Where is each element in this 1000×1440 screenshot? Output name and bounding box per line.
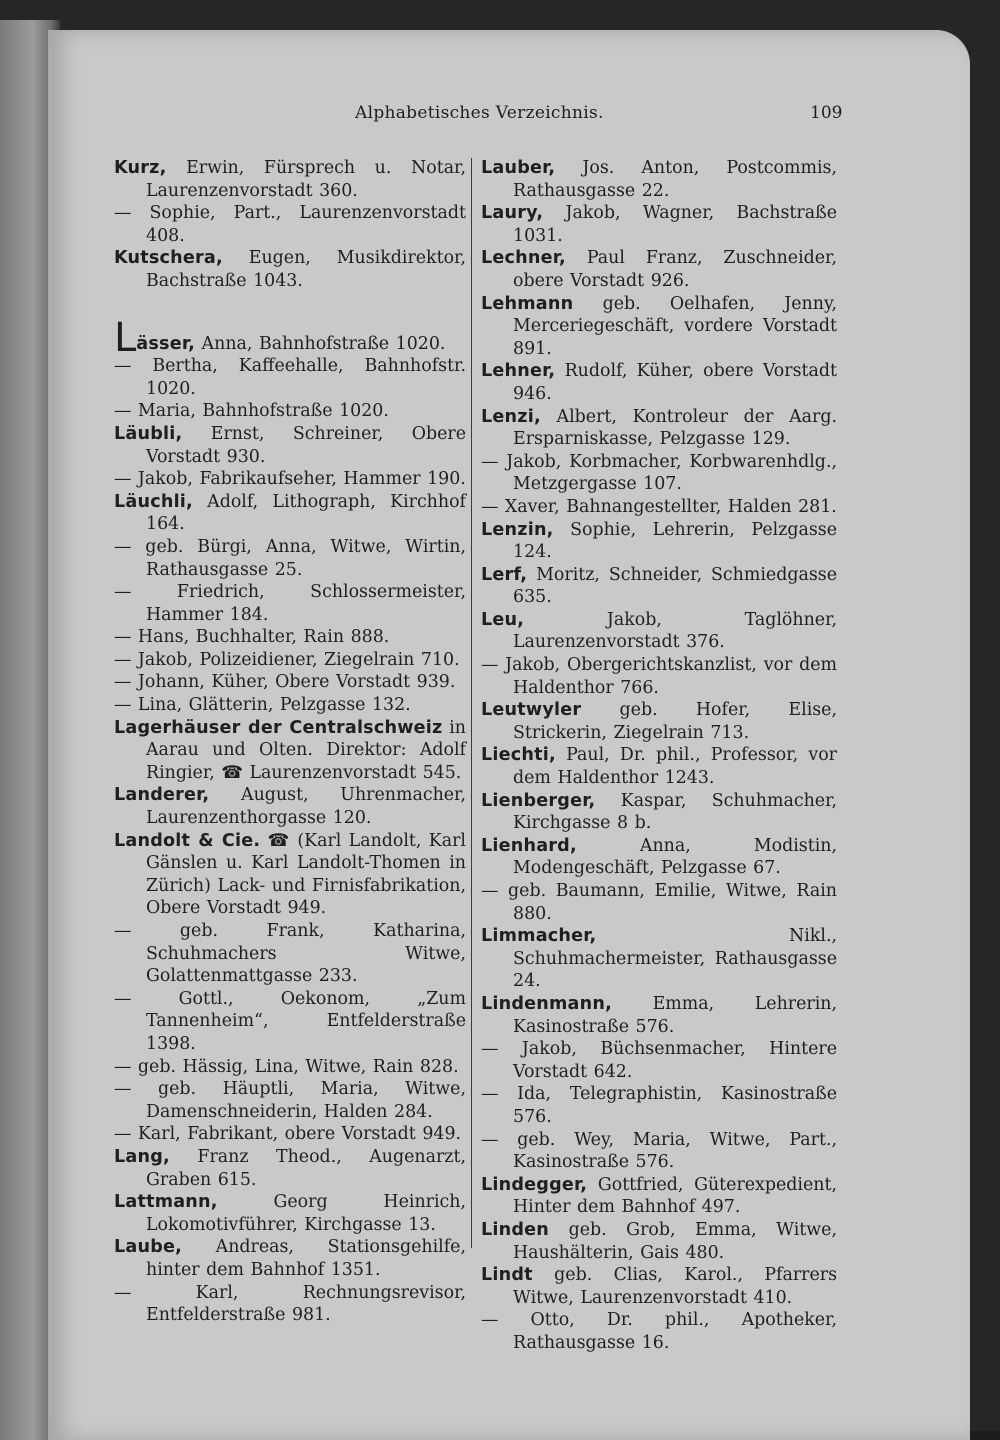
entry-surname: Lehner, (481, 361, 556, 382)
directory-entry (481, 744, 837, 789)
directory-entry (481, 1083, 837, 1128)
directory-entry (114, 717, 466, 785)
ditto-dash: — (114, 649, 132, 670)
directory-entry (114, 157, 466, 202)
directory-entry (481, 564, 837, 609)
directory-entry (114, 1056, 466, 1079)
directory-entry (114, 355, 466, 400)
entry-details: Adolf, Lithograph, Kirchhof 164. (146, 491, 466, 535)
entry-details: Anna, Bahnhofstraße 1020. (195, 333, 446, 354)
directory-entry (114, 626, 466, 649)
entry-surname: Lerf, (481, 564, 528, 585)
entry-details: geb. Häuptli, Maria, Witwe, Damenschneiderin, Halden 284. (131, 1079, 466, 1122)
directory-entry (114, 581, 466, 626)
directory-entry (481, 993, 837, 1038)
entry-details: Georg Heinrich, Lokomotivführer, Kirchgasse 13. (146, 1192, 466, 1235)
entry-details: Xaver, Bahnangestellter, Halden 281. (498, 496, 837, 517)
ditto-dash: — (114, 695, 132, 716)
right-column (481, 157, 837, 1354)
directory-entry (481, 247, 837, 292)
directory-entry (481, 1264, 837, 1309)
directory-entry (114, 649, 466, 672)
entry-details: Karl, Fabrikant, obere Vorstadt 949. (131, 1124, 462, 1145)
entry-details: Karl, Rechnungsrevisor, Entfelderstraße 981. (131, 1282, 466, 1326)
entry-surname: Lindegger, (481, 1174, 588, 1195)
ditto-dash: — (481, 881, 499, 901)
directory-entry (114, 1146, 466, 1191)
directory-entry (481, 699, 837, 744)
section-gap (114, 293, 466, 327)
entry-surname: Landolt & Cie. (114, 830, 261, 851)
entry-details: Erwin, Fürsprech u. Notar, Laurenzenvorstadt 360. (146, 158, 466, 201)
directory-entry (114, 536, 466, 581)
directory-entry (481, 1174, 837, 1219)
entry-surname: ässer, (136, 333, 196, 354)
entry-surname: Lehmann (481, 293, 574, 314)
entry-details: geb. Baumann, Emilie, Witwe, Rain 880. (498, 881, 837, 924)
entry-surname: Lienberger, (481, 790, 596, 811)
entry-details: Gottl., Oekonom, „Zum Tannenheim“, Entfelderstraße 1398. (131, 988, 466, 1054)
entry-details: Bertha, Kaffeehalle, Bahnhofstr. 1020. (131, 356, 466, 399)
directory-entry (114, 247, 466, 292)
entry-details: Gottfried, Güterexpedient, Hinter dem Bahnhof 497. (513, 1174, 837, 1218)
entry-details: August, Uhrenmacher, Laurenzenthorgasse 120. (146, 785, 466, 829)
section-initial: L (114, 314, 137, 361)
ditto-dash: — (481, 451, 499, 472)
entry-details: geb. Hässig, Lina, Witwe, Rain 828. (131, 1056, 459, 1077)
directory-entry (114, 423, 466, 468)
directory-entry (481, 1038, 837, 1083)
column-divider (471, 158, 472, 1248)
entry-details: Nikl., Schuhmachermeister, Rathausgasse 24. (513, 926, 837, 992)
entry-details: Jakob, Taglöhner, Laurenzenvorstadt 376. (513, 609, 837, 653)
entry-details: Jakob, Fabrikaufseher, Hammer 190. (131, 469, 466, 490)
entry-details: Jos. Anton, Postcommis, Rathausgasse 22. (513, 158, 837, 201)
ditto-dash: — (481, 496, 499, 517)
entry-details: Otto, Dr. phil., Apotheker, Rathausgasse 16. (498, 1310, 837, 1353)
entry-surname: Lang, (114, 1146, 170, 1167)
entry-details: Sophie, Part., Laurenzenvorstadt 408. (131, 203, 466, 246)
entry-surname: Lienhard, (481, 835, 577, 856)
entry-details: Ernst, Schreiner, Obere Vorstadt 930. (146, 423, 466, 467)
directory-entry (481, 609, 837, 654)
directory-entry (481, 1129, 837, 1174)
entry-details: Ida, Telegraphistin, Kasinostraße 576. (498, 1084, 837, 1127)
entry-details: geb. Grob, Emma, Witwe, Haushälterin, Gais 480. (513, 1219, 837, 1263)
directory-entry (114, 694, 466, 717)
entry-details: Kaspar, Schuhmacher, Kirchgasse 8 b. (513, 790, 837, 834)
entry-details: Jakob, Obergerichtskanzlist, vor dem Haldenthor 766. (498, 655, 837, 698)
ditto-dash: — (114, 921, 132, 941)
entry-surname: Linden (481, 1219, 550, 1240)
directory-entry (114, 1191, 466, 1236)
entry-details: geb. Bürgi, Anna, Witwe, Wirtin, Rathausgasse 25. (131, 536, 466, 580)
entry-surname: Lagerhäuser der Centralschweiz (114, 717, 443, 738)
directory-entry (481, 360, 837, 405)
entry-details: Hans, Buchhalter, Rain 888. (131, 627, 390, 648)
directory-entry (114, 314, 466, 361)
entry-details: Jakob, Büchsenmacher, Hintere Vorstadt 642. (498, 1039, 837, 1082)
entry-details: Friedrich, Schlossermeister, Hammer 184. (131, 582, 466, 625)
ditto-dash: — (114, 203, 132, 224)
entry-details: Johann, Küher, Obere Vorstadt 939. (131, 672, 456, 693)
ditto-dash: — (114, 672, 132, 693)
ditto-dash: — (481, 1084, 499, 1105)
entry-surname: Lindenmann, (481, 993, 612, 1014)
entry-details: geb. Frank, Katharina, Schuhmachers Witwe, Golattenmattgasse 233. (131, 921, 466, 987)
entry-surname: Laury, (481, 203, 544, 224)
entry-surname: Kutschera, (114, 248, 223, 269)
entry-details: Paul Franz, Zuschneider, obere Vorstadt 926. (513, 248, 837, 291)
page-number: 109 (810, 103, 843, 123)
directory-entry (481, 790, 837, 835)
entry-details: Andreas, Stationsgehilfe, hinter dem Bahnhof 1351. (146, 1237, 466, 1280)
entry-details: Jakob, Wagner, Bachstraße 1031. (513, 203, 837, 246)
directory-entry (114, 920, 466, 988)
directory-entry (114, 1123, 466, 1146)
ditto-dash: — (481, 1039, 499, 1060)
entry-details: Sophie, Lehrerin, Pelzgasse 124. (513, 519, 837, 563)
entry-details: Maria, Bahnhofstraße 1020. (131, 401, 389, 422)
entry-surname: Limmacher, (481, 926, 597, 947)
ditto-dash: — (481, 1310, 499, 1331)
entry-details: Lina, Glätterin, Pelzgasse 132. (131, 695, 411, 716)
entry-details: Jakob, Korbmacher, Korbwarenhdlg., Metzgergasse 107. (498, 451, 837, 495)
entry-surname: Lindt (481, 1265, 533, 1286)
ditto-dash: — (114, 988, 132, 1009)
entry-details: Franz Theod., Augenarzt, Graben 615. (146, 1146, 466, 1190)
entry-details: Eugen, Musikdirektor, Bachstraße 1043. (146, 248, 466, 291)
directory-entry (114, 784, 466, 829)
entry-surname: Läubli, (114, 423, 183, 444)
entry-details: in Aarau und Olten. Direktor: Adolf Ringier, ☎ Laurenzenvorstadt 545. (146, 717, 466, 783)
entry-surname: Liechti, (481, 745, 556, 766)
entry-surname: Laube, (114, 1237, 183, 1258)
entry-details: Albert, Kontroleur der Aarg. Ersparniskasse, Pelzgasse 129. (513, 406, 837, 450)
directory-entry (114, 1078, 466, 1123)
entry-details: Anna, Modistin, Modengeschäft, Pelzgasse 67. (513, 835, 837, 879)
directory-entry (114, 491, 466, 536)
directory-entry (481, 1219, 837, 1264)
directory-entry (481, 157, 837, 202)
entry-details: ☎ (Karl Landolt, Karl Gänslen u. Karl Landolt-Thomen in Zürich) Lack- und Firnisfabrikation, Obere Vorstadt 949. (146, 830, 466, 919)
directory-entry (481, 406, 837, 451)
directory-entry (481, 293, 837, 361)
entry-details: Jakob, Polizeidiener, Ziegelrain 710. (131, 649, 460, 670)
directory-entry (481, 451, 837, 496)
directory-entry (114, 1282, 466, 1327)
ditto-dash: — (114, 536, 132, 557)
ditto-dash: — (114, 1079, 132, 1100)
directory-entry (114, 1236, 466, 1281)
directory-entry (114, 830, 466, 920)
directory-entry (481, 519, 837, 564)
ditto-dash: — (481, 1129, 499, 1150)
entry-surname: Lattmann, (114, 1192, 218, 1213)
entry-surname: Läuchli, (114, 491, 193, 512)
ditto-dash: — (114, 356, 132, 377)
ditto-dash: — (114, 469, 132, 490)
directory-entry (481, 202, 837, 247)
entry-details: geb. Clias, Karol., Pfarrers Witwe, Laurenzenvorstadt 410. (513, 1265, 837, 1308)
entry-details: geb. Wey, Maria, Witwe, Part., Kasinostraße 576. (498, 1129, 837, 1173)
directory-entry (481, 925, 837, 993)
directory-entry (114, 671, 466, 694)
entry-details: geb. Hofer, Elise, Strickerin, Ziegelrain 713. (513, 700, 837, 743)
entry-surname: Leutwyler (481, 700, 582, 721)
entry-details: Rudolf, Küher, obere Vorstadt 946. (513, 361, 837, 404)
directory-entry (114, 468, 466, 491)
entry-surname: Landerer, (114, 785, 210, 806)
ditto-dash: — (114, 401, 132, 422)
entry-surname: Lenzi, (481, 406, 541, 427)
entry-surname: Lenzin, (481, 519, 554, 540)
directory-entry (481, 496, 837, 519)
running-head: Alphabetisches Verzeichnis. (355, 103, 604, 123)
directory-entry (114, 400, 466, 423)
ditto-dash: — (114, 1056, 132, 1077)
ditto-dash: — (114, 582, 132, 603)
directory-entry (481, 654, 837, 699)
directory-entry (481, 880, 837, 925)
directory-entry (481, 1309, 837, 1354)
directory-entry (481, 835, 837, 880)
ditto-dash: — (481, 655, 499, 676)
entry-surname: Leu, (481, 609, 525, 630)
directory-entry (114, 202, 466, 247)
entry-details: geb. Oelhafen, Jenny, Merceriegeschäft, vordere Vorstadt 891. (513, 293, 837, 359)
entry-details: Moritz, Schneider, Schmiedgasse 635. (513, 564, 837, 608)
ditto-dash: — (114, 1282, 132, 1303)
ditto-dash: — (114, 1124, 132, 1145)
entry-details: Paul, Dr. phil., Professor, vor dem Haldenthor 1243. (513, 745, 837, 789)
ditto-dash: — (114, 627, 132, 648)
entry-details: Emma, Lehrerin, Kasinostraße 576. (513, 993, 837, 1037)
entry-surname: Kurz, (114, 158, 167, 178)
entry-surname: Lechner, (481, 248, 566, 269)
entry-surname: Lauber, (481, 158, 556, 178)
left-column (114, 157, 466, 1327)
directory-entry (114, 988, 466, 1056)
